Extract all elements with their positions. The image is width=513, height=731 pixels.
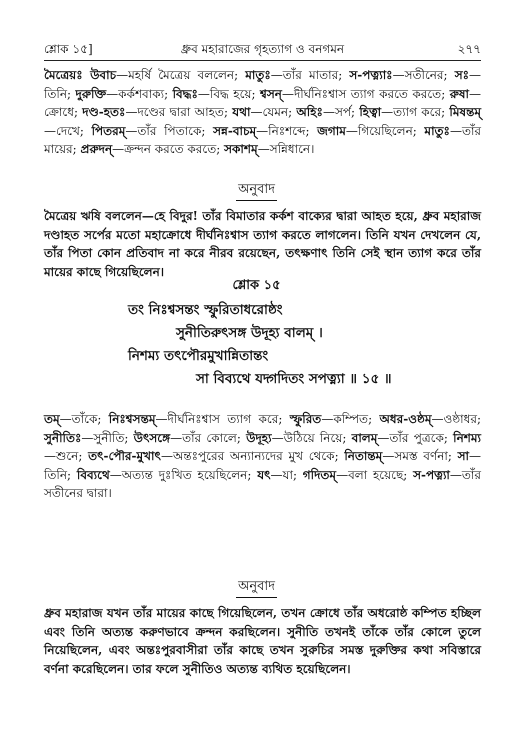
synonym-meaning: দীর্ঘনিঃশ্বাস ত্যাগ করে	[167, 412, 279, 426]
synonym-meaning: দেখে	[56, 123, 80, 138]
synonym-word: উদূহ্য	[246, 430, 272, 445]
synonym-word: স-পত্ন্যা	[413, 467, 450, 482]
synonym-meaning: তাঁকে	[71, 412, 98, 426]
synonym-meaning: তাঁর পুত্রকে	[389, 430, 444, 445]
synonym-word: সন্ন-বাচম্	[213, 123, 257, 138]
verse-line: তং নিঃশ্বসন্তং স্ফুরিতাধরোষ্ঠং	[128, 302, 283, 318]
synonym-word: স্ফুরিত	[289, 412, 322, 426]
synonym-word: স-পত্ন্যাঃ	[349, 68, 393, 82]
synonym-meaning: সতীনের	[404, 68, 444, 82]
synonym-meaning: যা	[282, 467, 293, 482]
synonym-word: রুষা	[449, 86, 469, 101]
synonym-word: নিঃশ্বসন্তম্	[108, 412, 156, 426]
synonym-meaning: তাঁর মায়ের	[44, 123, 482, 157]
synonym-word: উৎসঙ্গে	[133, 430, 171, 445]
synonym-word: হিত্বা	[359, 105, 382, 120]
synonym-meaning: বিদ্ধ হয়ে	[209, 86, 252, 101]
synonym-word: নিতান্তম্	[344, 449, 383, 464]
synonym-meaning: তাঁর পিতাকে	[137, 123, 202, 138]
synonym-word: মাতুঃ	[424, 123, 450, 138]
synonym-meaning: দণ্ডের দ্বারা আহত	[137, 105, 224, 120]
synonym-meaning: সর্প	[334, 105, 352, 120]
synonym-word: যথা	[232, 105, 251, 120]
synonym-word: দণ্ড-হতঃ	[82, 105, 126, 120]
header-rule	[44, 60, 481, 61]
synonym-meaning: সমস্ত বর্ণনা	[394, 449, 448, 464]
synonym-word: সুনীতিঃ	[44, 430, 82, 445]
synonym-meaning: যেমন	[262, 105, 289, 120]
synonym-meaning: তিনি	[44, 467, 68, 482]
synonym-meaning: কম্পিত	[333, 412, 369, 426]
synonym-meaning: অন্তঃপুরের অন্যান্যদের মুখ থেকে	[172, 449, 335, 464]
translation-heading-2: অনুবাদ	[0, 578, 513, 598]
synonym-meaning: ত্যাগ করে	[393, 105, 442, 120]
translation-paragraph-1: মৈত্রেয় ঋষি বললেন—হে বিদুর! তাঁর বিমাতার কর্কশ বাক্যের দ্বারা আহত হয়ে, ধ্রুব মহারাজ দণ্ডাহত সর্পের মতো মহাক্রোধে দীর্ঘনিঃশ্বাস ত্যাগ করতে লাগলেন। তিনি যখন দেখলেন যে, তাঁর পিতা কোন প্রতিবাদ না করে নীরব রয়েছেন, তৎক্ষণাৎ তিনি সেই স্থান ত্যাগ করে তাঁর মায়ের কাছে গিয়েছিলেন।	[44, 209, 481, 279]
page-header	[44, 40, 481, 58]
synonym-meaning: তাঁর সতীনের দ্বারা	[44, 467, 482, 501]
synonym-meaning: সন্নিধানে	[269, 142, 311, 157]
synonym-meaning: ক্রোধে	[44, 105, 74, 120]
synonym-word: তম্	[44, 412, 60, 426]
synonym-word: গদিতম্	[302, 467, 337, 482]
synonym-word: শ্বসন্	[259, 86, 282, 101]
synonym-word: সঃ	[454, 68, 470, 82]
header-chapter-title: ধ্রুব মহারাজের গৃহত্যাগ ও বনগমন	[180, 42, 345, 56]
verse-line: সুনীতিরুৎসঙ্গ উদূহ্য বালম্ ।	[176, 325, 323, 341]
header-page-number: ২৭৭	[457, 42, 481, 56]
synonym-meaning: অত্যন্ত দুঃখিত হয়েছিলেন	[121, 467, 248, 482]
synonym-word: অধর-ওষ্ঠম্	[379, 412, 432, 426]
synonym-meaning: উঠিয়ে নিয়ে	[283, 430, 343, 445]
synonym-word: প্ররুদন্	[80, 142, 113, 157]
synonym-meaning: তিনি	[44, 86, 68, 101]
synonym-word: যৎ	[257, 467, 271, 482]
synonym-word: বিব্যথে	[76, 467, 110, 482]
synonym-meaning: বলা হয়েছে	[348, 467, 404, 482]
translation-heading-1: অনুবাদ	[0, 181, 513, 201]
synonym-word: নিশম্য	[453, 430, 481, 445]
synonym-meaning: দীর্ঘনিঃশ্বাস ত্যাগ করতে করতে	[293, 86, 442, 101]
synonym-meaning: তাঁর মাতার	[282, 68, 339, 82]
verse-line: সা বিব্যথে যদ্গদিতং সপত্ন্যা ॥ ১৫ ॥	[196, 371, 392, 387]
translation-paragraph-2: ধ্রুব মহারাজ যখন তাঁর মায়ের কাছে গিয়েছিলেন, তখন ক্রোধে তাঁর অধরোষ্ঠ কম্পিত হচ্ছিল এবং তিনি অত্যন্ত করুণভাবে ক্রন্দন করছিলেন। সুনীতি তখনই তাঁকে তাঁর কোলে তুলে নিয়েছিলেন, এবং অন্তঃপুরবাসীরা তাঁর কাছে তখন সুরুচির সমস্ত দুরুক্তির কথা সবিস্তারে বর্ণনা করেছিলেন। তার ফলে সুনীতিও অত্যন্ত ব্যথিত হয়েছিলেন।	[44, 606, 481, 676]
header-verse-ref: শ্লোক ১৫]	[44, 42, 93, 56]
synonyms-paragraph-2: তম্—তাঁকে; নিঃশ্বসন্তম্—দীর্ঘনিঃশ্বাস ত্যাগ করে; স্ফুরিত—কম্পিত; অধর-ওষ্ঠম্—ওষ্ঠাধর; সুনীতিঃ—সুনীতি; উৎসঙ্গে—তাঁর কোলে; উদূহ্য—উঠিয়ে নিয়ে; বালম্—তাঁর পুত্রকে; নিশম্য—শুনে; তৎ-পৌর-মুখাৎ—অন্তঃপুরের অন্যান্যদের মুখ থেকে; নিতান্তম্—সমস্ত বর্ণনা; সা—তিনি; বিব্যথে—অত্যন্ত দুঃখিত হয়েছিলেন; যৎ—যা; গদিতম্—বলা হয়েছে; স-পত্ন্যা—তাঁর সতীনের দ্বারা।	[44, 412, 482, 501]
synonym-meaning: তাঁর কোলে	[182, 430, 237, 445]
synonym-word: মৈত্রেয়ঃ উবাচ	[44, 68, 117, 82]
synonym-word: মিষন্তম্	[449, 105, 482, 120]
synonym-word: জগাম	[317, 123, 346, 138]
synonym-word: বিদ্ধঃ	[172, 86, 198, 101]
synonym-word: সা	[457, 449, 470, 464]
synonym-word: তৎ-পৌর-মুখাৎ	[88, 449, 161, 464]
synonym-word: বালম্	[351, 430, 378, 445]
synonym-meaning: মহর্ষি মৈত্রেয় বললেন	[128, 68, 235, 82]
synonym-meaning: নিঃশব্দে	[268, 123, 306, 138]
synonym-meaning: সুনীতি	[93, 430, 125, 445]
synonym-word: দুরুক্তি	[75, 86, 107, 101]
verse-line: নিশম্য তৎপৌরমুখান্নিতান্তং	[128, 348, 269, 364]
synonym-meaning: ওষ্ঠাধর	[443, 412, 477, 426]
verse-heading: শ্লোক ১৫	[232, 278, 281, 293]
synonym-meaning: শুনে	[56, 449, 79, 464]
synonym-word: অহিঃ	[296, 105, 323, 120]
synonym-meaning: কর্কশবাক্য	[118, 86, 165, 101]
synonym-meaning: গিয়েছিলেন	[357, 123, 413, 138]
synonym-word: সকাশম্	[224, 142, 258, 157]
synonym-word: মাতুঃ	[245, 68, 271, 82]
synonym-meaning: ক্রন্দন করতে করতে	[124, 142, 217, 157]
synonym-word: পিতরম্	[91, 123, 126, 138]
synonyms-paragraph-1: মৈত্রেয়ঃ উবাচ—মহর্ষি মৈত্রেয় বললেন; মাতুঃ—তাঁর মাতার; স-পত্ন্যাঃ—সতীনের; সঃ—তিনি; দুরুক্তি—কর্কশবাক্য; বিদ্ধঃ—বিদ্ধ হয়ে; শ্বসন্—দীর্ঘনিঃশ্বাস ত্যাগ করতে করতে; রুষা—ক্রোধে; দণ্ড-হতঃ—দণ্ডের দ্বারা আহত; যথা—যেমন; অহিঃ—সর্প; হিত্বা—ত্যাগ করে; মিষন্তম্—দেখে; পিতরম্—তাঁর পিতাকে; সন্ন-বাচম্—নিঃশব্দে; জগাম—গিয়েছিলেন; মাতুঃ—তাঁর মায়ের; প্ররুদন্—ক্রন্দন করতে করতে; সকাশম্—সন্নিধানে।	[44, 68, 482, 157]
